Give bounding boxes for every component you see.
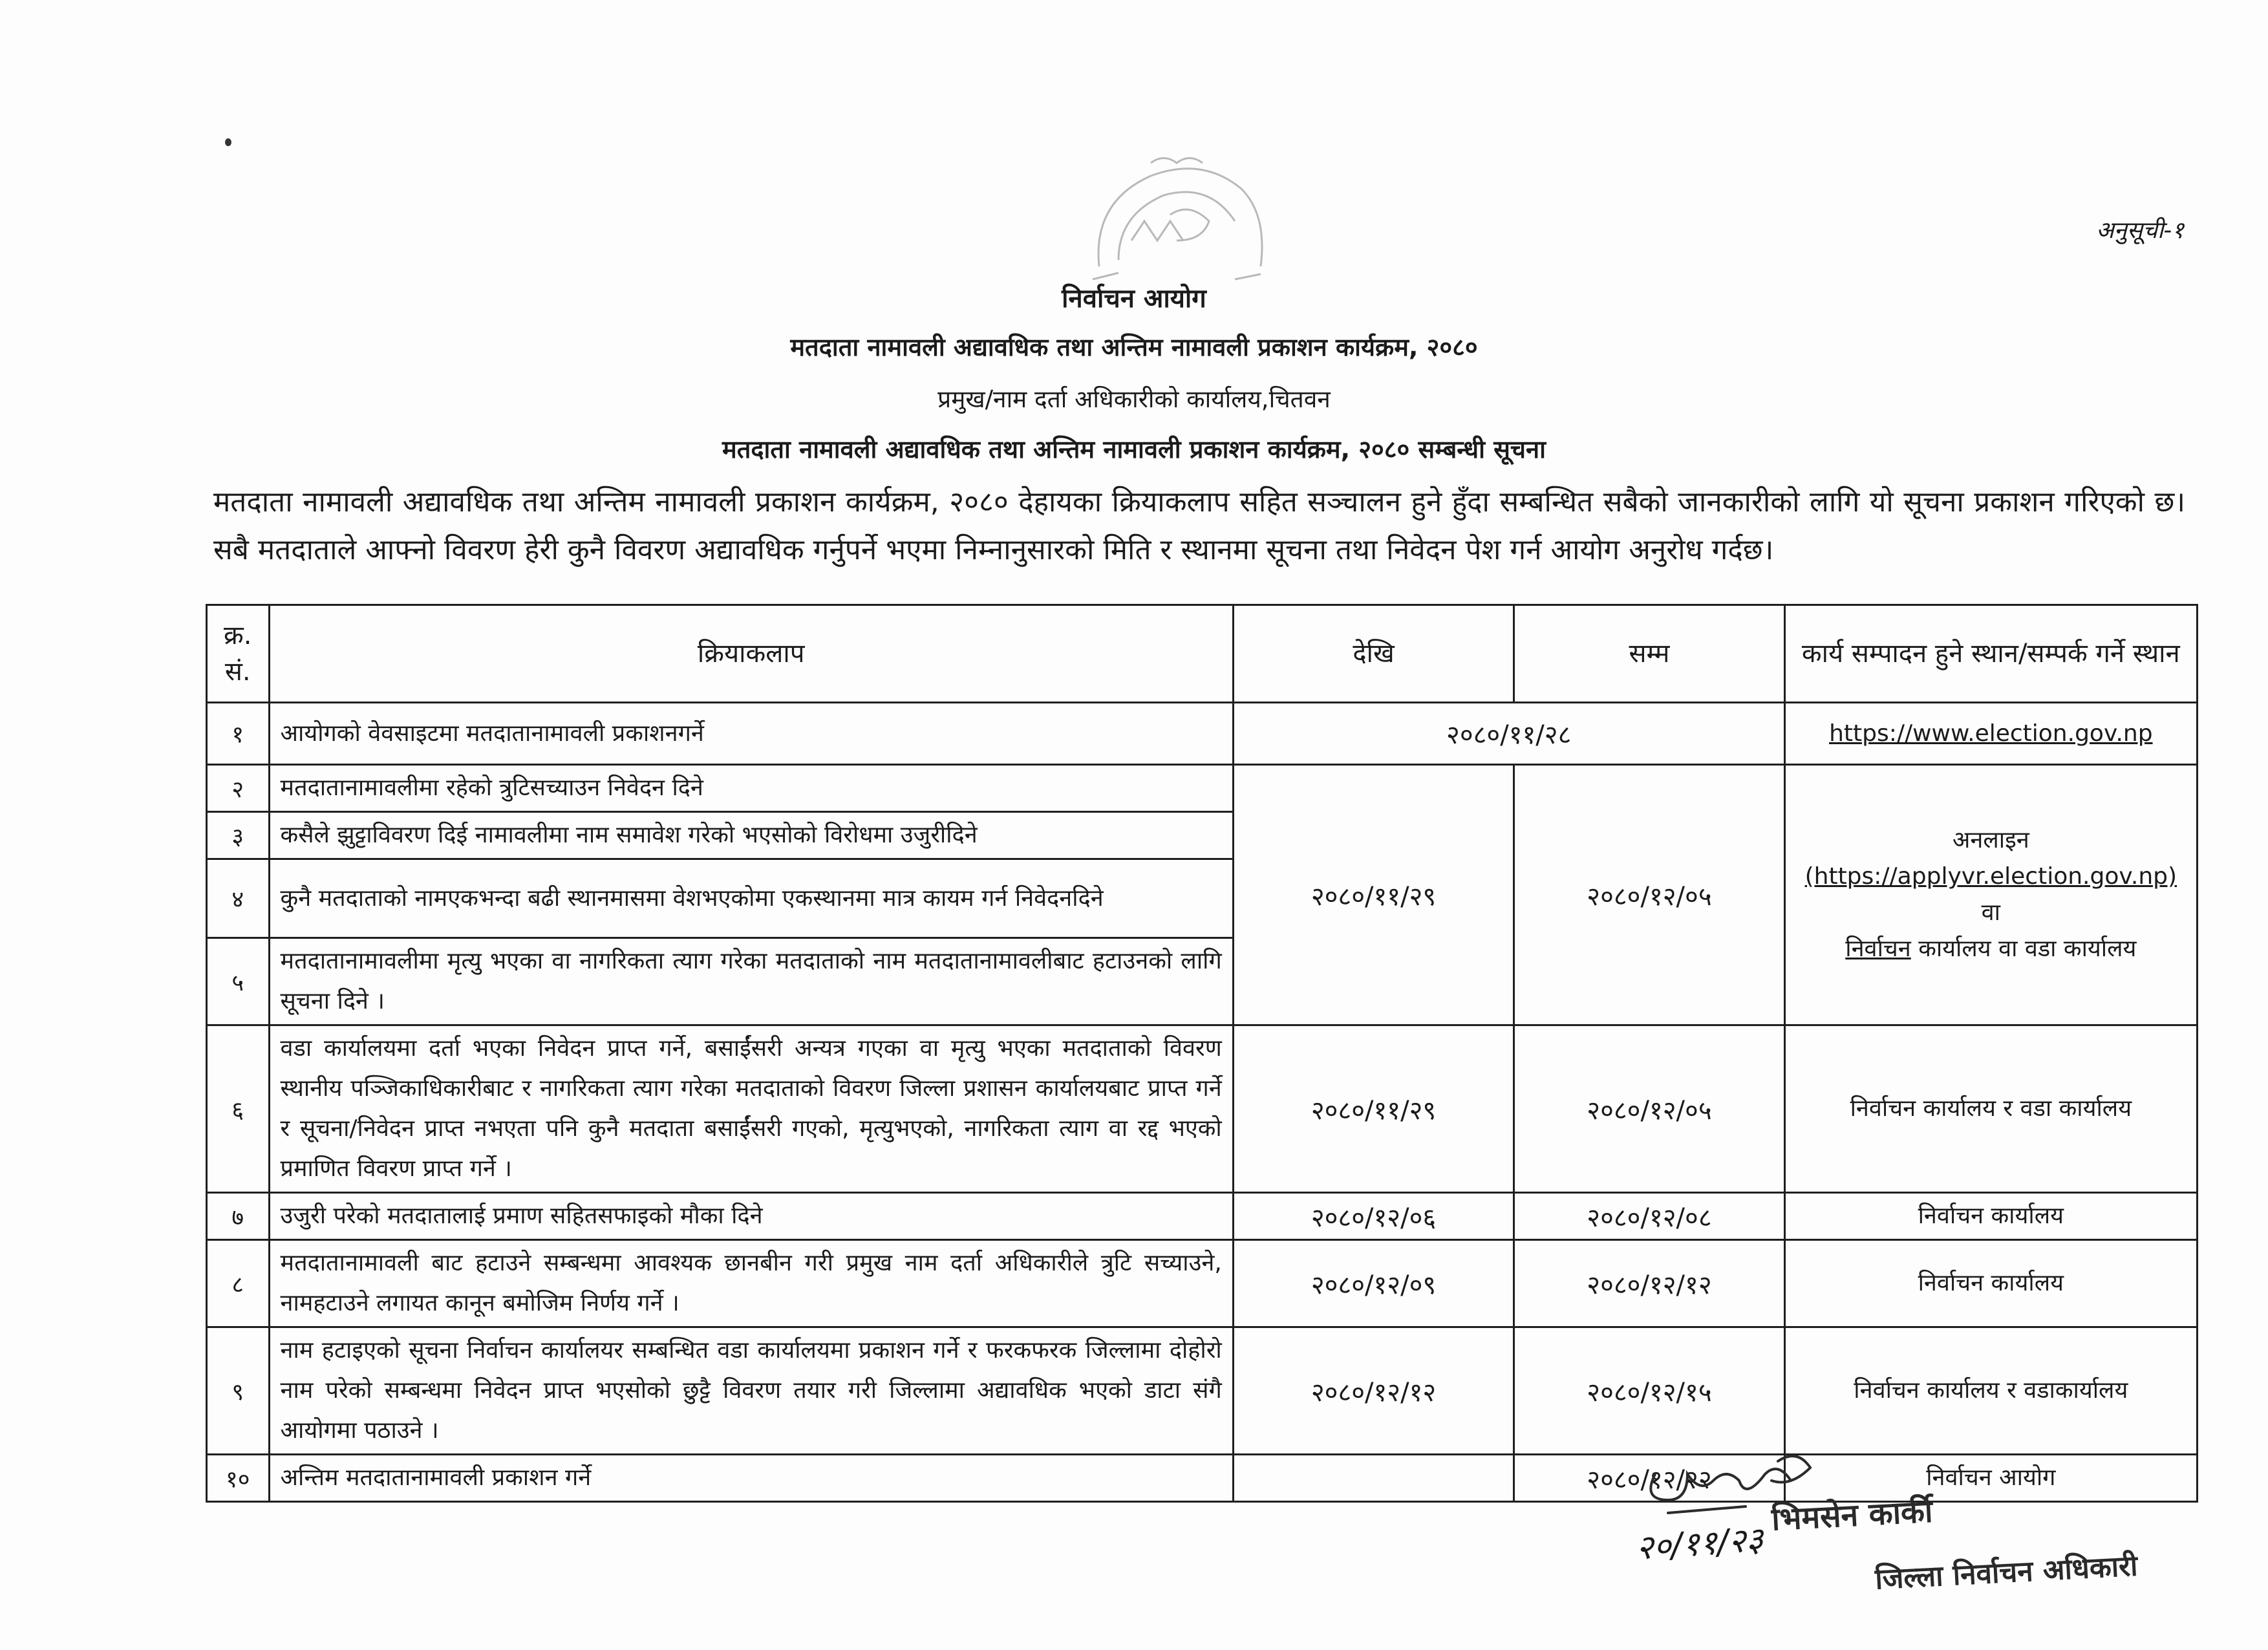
row-from: २०८०/११/२९ xyxy=(1233,1025,1514,1193)
row-date: २०८०/११/२८ xyxy=(1233,703,1784,765)
table-header-row xyxy=(207,605,2198,703)
office-text: कार्यालय वा वडा कार्यालय xyxy=(1918,936,2137,962)
row-sn: १ xyxy=(207,703,270,765)
row-to: २०८०/१२/०८ xyxy=(1514,1193,1784,1240)
row-activity: उजुरी परेको मतदातालाई प्रमाण सहितसफाइको मौका दिने xyxy=(269,1193,1233,1240)
row-place: निर्वाचन आयोग xyxy=(1784,1455,2197,1502)
intro-paragraph: मतदाता नामावली अद्यावधिक तथा अन्तिम नामावली प्रकाशन कार्यक्रम, २०८० देहायका क्रियाकलाप सहित सञ्चालन हुने हुँदा सम्बन्धित सबैको जानकारीको लागि यो सूचना प्रकाशन गरिएको छ। सबै मतदाताले आफ्नो विवरण हेरी कुनै विवरण अद्यावधिक गर्नुपर्ने भएमा निम्नानुसारको मिति र स्थानमा सूचना तथा निवेदन पेश गर्न आयोग अनुरोध गर्दछ। xyxy=(213,486,2185,566)
row-sn: १० xyxy=(207,1455,270,1502)
row-sn: ६ xyxy=(207,1025,270,1193)
table-row xyxy=(207,765,2198,812)
row-activity: मतदातानामावलीमा रहेको त्रुटिसच्याउन निवेदन दिने xyxy=(269,765,1233,812)
row-sn: ८ xyxy=(207,1240,270,1327)
paper-speck xyxy=(225,138,231,146)
apply-portal-link[interactable]: (https://applyvr.election.gov.np) xyxy=(1804,863,2177,890)
table-row xyxy=(207,1025,2198,1193)
header-sn xyxy=(207,605,270,703)
table-row xyxy=(207,703,2198,765)
signatory-name: भिमसेन कार्की xyxy=(1770,1493,1934,1538)
election-website-link[interactable]: https://www.election.gov.np xyxy=(1784,703,2197,765)
row-activity: मतदातानामावली बाट हटाउने सम्बन्धमा आवश्यक छानबीन गरी प्रमुख नाम दर्ता अधिकारीले त्रुटि सच्याउने, नामहटाउने लगायत कानून बमोजिम निर्णय गर्ने । xyxy=(269,1240,1233,1327)
group-place xyxy=(1784,765,2197,1025)
row-sn: ७ xyxy=(207,1193,270,1240)
row-place: निर्वाचन कार्यालय xyxy=(1784,1240,2197,1327)
row-from: २०८०/१२/०९ xyxy=(1233,1240,1514,1327)
table-row xyxy=(207,1240,2198,1327)
program-title: मतदाता नामावली अद्यावधिक तथा अन्तिम नामावली प्रकाशन कार्यक्रम, २०८० xyxy=(790,333,1478,361)
header-activity: क्रियाकलाप xyxy=(269,605,1233,703)
signatory-post: जिल्ला निर्वाचन अधिकारी xyxy=(1874,1549,2139,1596)
row-place: निर्वाचन कार्यालय र वडाकार्यालय xyxy=(1784,1327,2197,1455)
row-activity: मतदातानामावलीमा मृत्यु भएका वा नागरिकता त्याग गरेका मतदाताको नाम मतदातानामावलीबाट हटाउनको लागि सूचना दिने । xyxy=(269,938,1233,1025)
or-text: वा xyxy=(1981,899,2000,926)
header-place: कार्य सम्पादन हुने स्थान/सम्पर्क गर्ने स्थान xyxy=(1784,605,2197,703)
row-activity: आयोगको वेवसाइटमा मतदातानामावली प्रकाशनगर्ने xyxy=(269,703,1233,765)
row-place: निर्वाचन कार्यालय र वडा कार्यालय xyxy=(1784,1025,2197,1193)
group-to-date: २०८०/१२/०५ xyxy=(1514,765,1784,1025)
election-underlined: निर्वाचन xyxy=(1845,936,1911,962)
row-from xyxy=(1233,1455,1514,1502)
header-to: सम्म xyxy=(1514,605,1784,703)
table-row xyxy=(207,1193,2198,1240)
row-to: २०८०/१२/०५ xyxy=(1514,1025,1784,1193)
row-sn: ५ xyxy=(207,938,270,1025)
row-from: २०८०/१२/१२ xyxy=(1233,1327,1514,1455)
header-from: देखि xyxy=(1233,605,1514,703)
row-activity: नाम हटाइएको सूचना निर्वाचन कार्यालयर सम्बन्धित वडा कार्यालयमा प्रकाशन गर्ने र फरकफरक जिल्लामा दोहोरो नाम परेको सम्बन्धमा निवेदन प्राप्त भएसोको छुट्टै विवरण तयार गरी जिल्लामा अद्यावधिक भएको डाटा संगै आयोगमा पठाउने । xyxy=(269,1327,1233,1455)
row-to: २०८०/१२/१५ xyxy=(1514,1327,1784,1455)
row-activity: कुनै मतदाताको नामएकभन्दा बढी स्थानमासमा वेशभएकोमा एकस्थानमा मात्र कायम गर्न निवेदनदिने xyxy=(269,859,1233,938)
row-sn: ३ xyxy=(207,812,270,859)
group-from-date: २०८०/११/२९ xyxy=(1233,765,1514,1025)
row-activity: अन्तिम मतदातानामावली प्रकाशन गर्ने xyxy=(269,1455,1233,1502)
row-from: २०८०/१२/०६ xyxy=(1233,1193,1514,1240)
seal-stamp-icon xyxy=(1073,150,1287,299)
row-to: २०८०/१२/२२ xyxy=(1514,1455,1784,1502)
online-label: अनलाइन xyxy=(1952,827,2029,853)
org-heading: निर्वाचन आयोग xyxy=(1062,284,1206,314)
row-to: २०८०/१२/१२ xyxy=(1514,1240,1784,1327)
row-sn: २ xyxy=(207,765,270,812)
signature-date: २०/११/२३ xyxy=(1634,1520,1765,1568)
notice-title: मतदाता नामावली अद्यावधिक तथा अन्तिम नामावली प्रकाशन कार्यक्रम, २०८० सम्बन्धी सूचना xyxy=(722,435,1546,464)
annex-label: अनुसूची-१ xyxy=(2096,217,2184,244)
header-sn-line1: क्र. xyxy=(224,621,252,650)
header-sn-line2: सं. xyxy=(224,657,251,687)
row-sn: ४ xyxy=(207,859,270,938)
row-activity: वडा कार्यालयमा दर्ता भएका निवेदन प्राप्त गर्ने, बसाईंसरी अन्यत्र गएका वा मृत्यु भएका मतदाताको विवरण स्थानीय पञ्जिकाधिकारीबाट र नागरिकता त्याग गरेका मतदाताको विवरण जिल्ला प्रशासन कार्यालयबाट प्राप्त गर्ने र सूचना/निवेदन प्राप्त नभएता पनि कुनै मतदाता बसाईंसरी गएको, मृत्युभएको, नागरिकता त्याग वा रद्द भएको प्रमाणित विवरण प्राप्त गर्ने । xyxy=(269,1025,1233,1193)
row-place: निर्वाचन कार्यालय xyxy=(1784,1193,2197,1240)
row-activity: कसैले झुट्टाविवरण दिई नामावलीमा नाम समावेश गरेको भएसोको विरोधमा उजुरीदिने xyxy=(269,812,1233,859)
office-heading: प्रमुख/नाम दर्ता अधिकारीको कार्यालय,चितवन xyxy=(937,385,1331,413)
row-sn: ९ xyxy=(207,1327,270,1455)
schedule-table xyxy=(206,604,2198,1503)
